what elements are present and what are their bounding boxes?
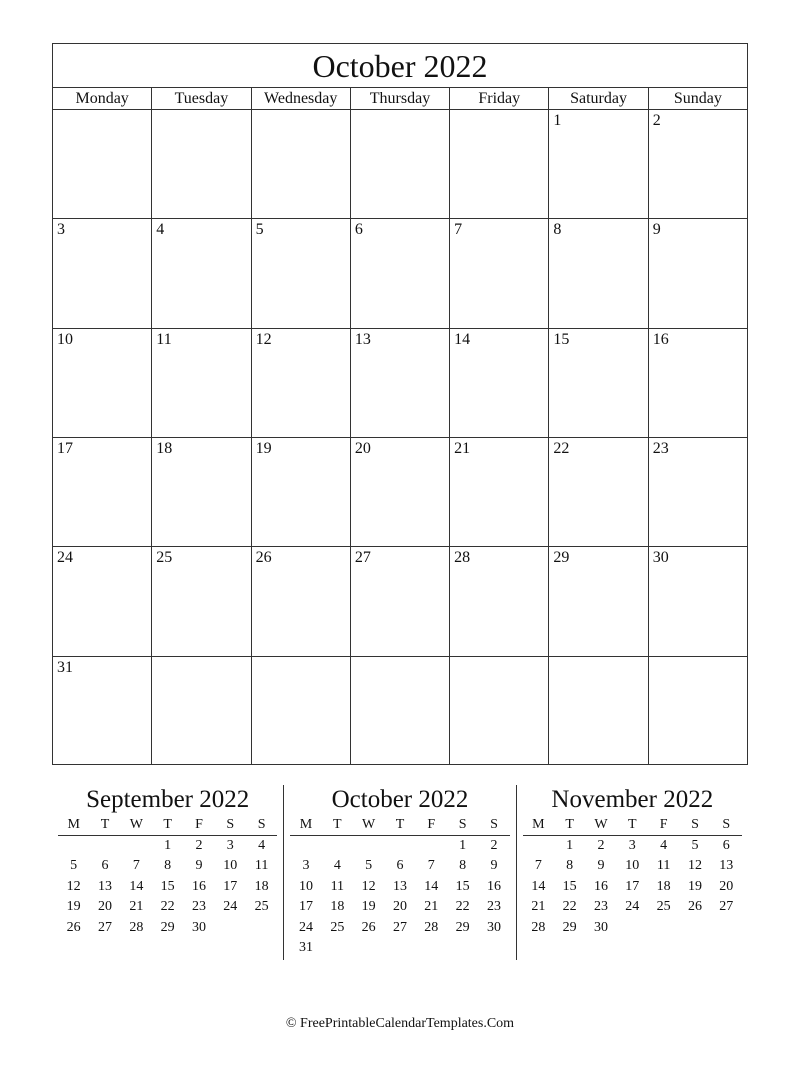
mini-day: 13: [97, 878, 112, 894]
mini-day: 4: [660, 838, 668, 853]
mini-day: 2: [597, 838, 605, 853]
mini-week-row: [290, 897, 509, 917]
day-number: 29: [553, 549, 570, 567]
day-number: 24: [57, 549, 73, 567]
day-number: 6: [354, 221, 363, 239]
mini-day: 26: [66, 919, 81, 935]
mini-day: [89, 836, 120, 856]
day-cell: [648, 547, 747, 655]
day-number: 13: [354, 330, 371, 348]
mini-day: [246, 918, 277, 938]
mini-day: 12: [66, 878, 81, 894]
mini-day: 20: [392, 899, 407, 915]
mini-day: 13: [392, 878, 407, 894]
mini-day: 24: [298, 919, 313, 935]
mini-day: 5: [691, 838, 699, 853]
mini-weekday-row: [58, 815, 277, 836]
mini-day: 28: [129, 919, 144, 935]
calendar-grid: [53, 110, 747, 765]
mini-day: 10: [298, 878, 313, 894]
mini-day: 15: [160, 878, 175, 894]
day-number: 11: [156, 330, 172, 348]
mini-week-row: [58, 918, 277, 938]
weekday-header: Monday: [75, 90, 129, 107]
mini-day: 30: [593, 919, 608, 935]
mini-weekday: S: [257, 817, 266, 832]
mini-day: 30: [486, 919, 501, 935]
day-number: 12: [255, 330, 272, 348]
day-cell: [251, 547, 350, 655]
mini-day: 15: [455, 878, 470, 894]
day-cell: [350, 219, 449, 327]
day-number: 16: [652, 330, 669, 348]
day-cell: [53, 219, 151, 327]
footer-credit: © FreePrintableCalendarTemplates.Com: [285, 1016, 515, 1031]
mini-day: 23: [486, 899, 501, 915]
mini-calendar: [516, 785, 748, 960]
mini-day: 11: [254, 858, 269, 874]
mini-day: 24: [625, 899, 640, 915]
mini-day: 21: [129, 899, 144, 915]
day-number: 9: [652, 221, 661, 239]
day-cell: [53, 438, 151, 546]
mini-day: 8: [566, 858, 574, 874]
weekday-header: Tuesday: [151, 88, 250, 109]
mini-week-row: [290, 836, 509, 856]
mini-day: 28: [424, 919, 439, 935]
day-number: 5: [255, 221, 264, 239]
mini-day: [322, 836, 353, 856]
mini-weekday-row: [523, 815, 742, 836]
mini-week-row: [523, 897, 742, 917]
mini-day: [447, 938, 478, 958]
mini-day: 25: [254, 899, 269, 915]
mini-weekday: S: [490, 817, 498, 832]
day-cell: [449, 329, 548, 437]
mini-day: 2: [195, 838, 203, 853]
weekday-header: Thursday: [350, 88, 449, 109]
day-cell: [648, 438, 747, 546]
mini-day: [353, 938, 384, 958]
mini-calendar-title: October 2022: [331, 786, 469, 813]
day-cell: [449, 110, 548, 218]
day-number: 19: [255, 439, 272, 457]
day-number: 2: [652, 112, 661, 129]
mini-day: 14: [531, 878, 546, 894]
mini-day: 15: [562, 878, 577, 894]
day-cell: [251, 219, 350, 327]
mini-day: 1: [566, 838, 574, 853]
mini-day: [478, 938, 509, 958]
mini-day: 9: [597, 858, 605, 874]
mini-day: 5: [365, 858, 373, 874]
mini-day: 10: [625, 858, 640, 874]
mini-weekday: W: [362, 817, 376, 832]
mini-day: [711, 918, 742, 938]
weekday-header: Friday: [449, 88, 548, 109]
day-number: 14: [454, 330, 471, 348]
day-cell: [251, 110, 350, 218]
mini-week-row: [290, 856, 509, 876]
mini-day: 21: [531, 899, 546, 915]
day-cell: [151, 547, 250, 655]
mini-day: [679, 918, 710, 938]
weekday-header: Wednesday: [251, 88, 350, 109]
mini-weekday: S: [691, 817, 699, 832]
mini-weekday: T: [100, 817, 110, 832]
day-number: 21: [454, 439, 471, 457]
mini-weekday: F: [427, 817, 436, 832]
day-number: 18: [156, 439, 173, 457]
mini-calendar-title: September 2022: [86, 786, 250, 813]
mini-day: 14: [129, 878, 144, 894]
mini-day: 19: [361, 899, 376, 915]
day-cell: [151, 438, 250, 546]
day-number: 31: [57, 658, 73, 676]
week-row: [53, 329, 747, 438]
day-number: 23: [652, 439, 669, 457]
mini-day: [523, 836, 554, 856]
day-cell: [151, 219, 250, 327]
day-number: 3: [57, 221, 65, 239]
week-row: [53, 110, 747, 219]
mini-day: [384, 938, 415, 958]
mini-day: 8: [459, 858, 467, 874]
mini-weekday: T: [333, 817, 342, 832]
mini-day: 2: [490, 838, 498, 853]
day-cell: [548, 219, 647, 327]
mini-week-row: [58, 877, 277, 897]
day-cell: [548, 329, 647, 437]
mini-day: 20: [719, 878, 734, 894]
mini-day: [416, 938, 447, 958]
day-cell: [350, 547, 449, 655]
day-cell: [151, 657, 250, 765]
mini-calendars: [52, 785, 748, 960]
mini-day: 21: [424, 899, 439, 915]
mini-week-row: [290, 877, 509, 897]
day-cell: [251, 438, 350, 546]
mini-calendar: [283, 785, 515, 960]
mini-weekday: S: [722, 817, 731, 832]
mini-weekday: F: [195, 817, 203, 832]
mini-day: 1: [459, 838, 467, 853]
weekday-header: Sunday: [648, 88, 747, 109]
weekday-header: Saturday: [548, 88, 647, 109]
mini-day: 12: [361, 878, 376, 894]
day-cell: [449, 438, 548, 546]
mini-day: [290, 836, 321, 856]
mini-day: 17: [223, 878, 238, 894]
mini-day: 18: [254, 878, 269, 894]
mini-day: 18: [330, 899, 345, 915]
day-number: 1: [553, 112, 562, 129]
mini-day: 7: [132, 858, 140, 874]
mini-day: 20: [97, 899, 112, 915]
day-number: 20: [354, 439, 371, 457]
mini-week-row: [58, 836, 277, 856]
mini-week-row: [523, 836, 742, 856]
mini-day: [416, 836, 447, 856]
mini-day: 9: [490, 858, 498, 874]
day-number: 8: [553, 221, 562, 239]
mini-day: 3: [226, 838, 234, 853]
day-cell: [648, 110, 747, 218]
day-cell: [350, 438, 449, 546]
mini-day: 3: [628, 838, 636, 853]
mini-day: 19: [66, 899, 81, 915]
mini-day: 26: [687, 899, 702, 915]
mini-day: 16: [191, 878, 206, 894]
mini-day: [617, 918, 648, 938]
mini-weekday: W: [129, 817, 143, 832]
mini-week-row: [290, 938, 509, 958]
day-cell: [350, 110, 449, 218]
day-number: 26: [255, 549, 272, 567]
day-cell: [53, 547, 151, 655]
mini-day: 23: [593, 899, 608, 915]
mini-day: 30: [191, 919, 206, 935]
mini-calendar: [52, 785, 283, 960]
mini-day: 24: [223, 899, 238, 915]
mini-calendar-title: November 2022: [551, 786, 714, 813]
day-number: 28: [454, 549, 471, 567]
mini-day: 11: [330, 878, 345, 894]
day-cell: [648, 219, 747, 327]
day-number: 7: [454, 221, 463, 239]
mini-weekday: M: [299, 817, 313, 832]
week-row: [53, 547, 747, 656]
main-calendar: [52, 43, 748, 765]
mini-day: 3: [302, 858, 310, 874]
day-number: 10: [57, 330, 73, 348]
mini-day: 16: [593, 878, 608, 894]
mini-weekday: M: [67, 817, 80, 832]
day-number: 17: [57, 439, 73, 457]
mini-day: 27: [392, 919, 407, 935]
mini-day: [121, 836, 152, 856]
weekday-header-row: [53, 88, 747, 110]
mini-day: 8: [164, 858, 172, 874]
mini-day: 14: [424, 878, 439, 894]
day-cell: [648, 329, 747, 437]
mini-weekday: M: [532, 817, 545, 832]
mini-day: [648, 918, 679, 938]
mini-week-row: [523, 856, 742, 876]
day-number: 25: [156, 549, 173, 567]
mini-day: 29: [160, 919, 175, 935]
mini-day: 31: [298, 939, 313, 955]
mini-day: 1: [164, 838, 172, 853]
day-cell: [548, 110, 647, 218]
mini-weekday: T: [163, 817, 172, 832]
mini-day: 17: [298, 899, 313, 915]
day-cell: [449, 547, 548, 655]
mini-weekday: W: [594, 817, 608, 832]
day-cell: [350, 657, 449, 765]
mini-day: 6: [101, 858, 109, 874]
mini-week-row: [523, 877, 742, 897]
week-row: [53, 438, 747, 547]
day-cell: [648, 657, 747, 765]
day-cell: [53, 657, 151, 765]
mini-day: 6: [722, 838, 730, 853]
day-cell: [151, 329, 250, 437]
mini-day: 7: [427, 858, 435, 874]
mini-day: [322, 938, 353, 958]
day-number: 15: [553, 330, 570, 348]
mini-day: 18: [656, 878, 671, 894]
mini-day: 29: [562, 919, 577, 935]
mini-weekday: S: [226, 817, 235, 832]
day-cell: [350, 329, 449, 437]
mini-weekday-row: [290, 815, 509, 836]
mini-day: 13: [719, 858, 734, 874]
mini-day: [384, 836, 415, 856]
week-row: [53, 219, 747, 328]
mini-day: 4: [333, 858, 341, 874]
main-calendar-title: October 2022: [53, 44, 747, 88]
mini-day: [353, 836, 384, 856]
mini-weekday: F: [659, 817, 668, 832]
day-cell: [449, 219, 548, 327]
mini-weekday: T: [395, 817, 405, 832]
day-cell: [251, 657, 350, 765]
mini-day: 22: [455, 899, 470, 915]
day-cell: [151, 110, 250, 218]
day-cell: [449, 657, 548, 765]
mini-day: 22: [562, 899, 577, 915]
mini-day: [58, 836, 89, 856]
mini-day: 29: [455, 919, 470, 935]
mini-weekday: T: [628, 817, 637, 832]
mini-day: 12: [687, 858, 702, 874]
mini-week-row: [58, 897, 277, 917]
day-cell: [251, 329, 350, 437]
mini-day: 6: [396, 858, 404, 874]
mini-day: 7: [534, 858, 542, 874]
week-row: [53, 657, 747, 765]
day-cell: [548, 547, 647, 655]
day-cell: [548, 657, 647, 765]
mini-weekday: S: [458, 817, 467, 832]
mini-day: 5: [70, 858, 78, 874]
day-number: 30: [652, 549, 669, 567]
mini-day: 27: [97, 919, 112, 935]
mini-day: 22: [160, 899, 175, 915]
mini-day: 10: [223, 858, 238, 874]
mini-day: [215, 918, 246, 938]
mini-day: 17: [625, 878, 640, 894]
day-cell: [53, 329, 151, 437]
mini-day: 27: [719, 899, 734, 915]
day-number: 22: [553, 439, 570, 457]
mini-week-row: [58, 856, 277, 876]
mini-week-row: [523, 918, 742, 938]
mini-day: 9: [195, 858, 203, 874]
mini-day: 4: [258, 838, 266, 853]
day-cell: [53, 110, 151, 218]
day-number: 4: [156, 221, 165, 239]
mini-weekday: T: [565, 817, 574, 832]
mini-day: 23: [191, 899, 206, 915]
mini-day: 26: [361, 919, 376, 935]
mini-day: 16: [486, 878, 501, 894]
mini-day: 28: [531, 919, 546, 935]
mini-day: 19: [687, 878, 702, 894]
mini-week-row: [290, 918, 509, 938]
mini-day: 25: [330, 919, 345, 935]
day-number: 27: [354, 549, 371, 567]
day-cell: [548, 438, 647, 546]
mini-day: 25: [656, 899, 671, 915]
mini-day: 11: [656, 858, 671, 874]
